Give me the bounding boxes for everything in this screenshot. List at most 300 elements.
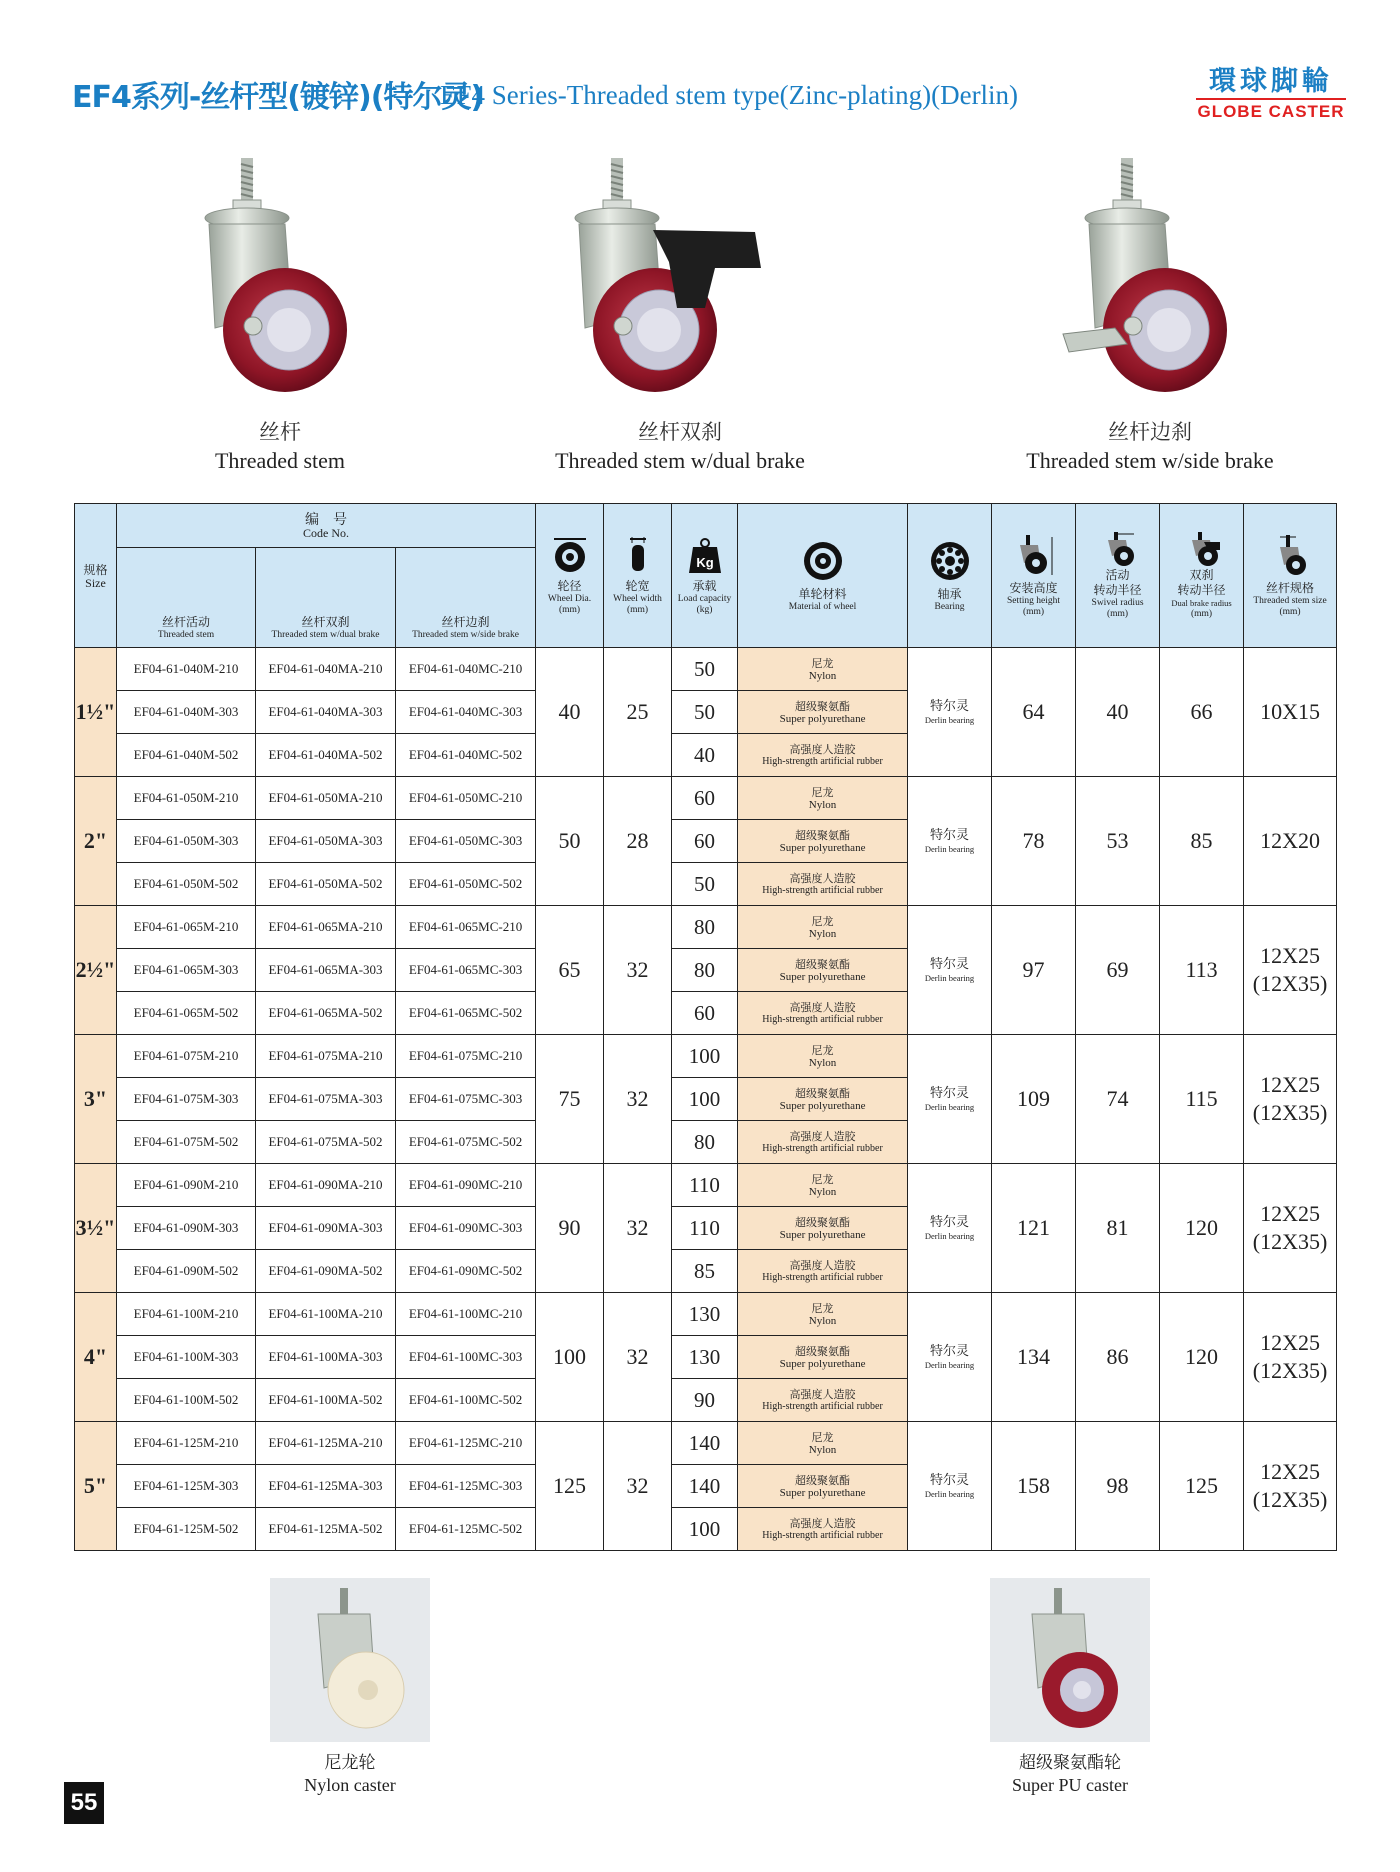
bearing-en: Derlin bearing xyxy=(924,1360,975,1370)
bearing-cn: 特尔灵 xyxy=(930,1215,970,1230)
dual-brake-radius-cell: 120 xyxy=(1160,1164,1244,1293)
product-caption-en: Threaded stem w/dual brake xyxy=(555,448,805,473)
load-cell: 60 xyxy=(672,777,738,820)
code-threaded-cell: EF04-61-125M-210 xyxy=(117,1422,256,1465)
material-cn: 尼龙 xyxy=(811,914,834,928)
material-cell xyxy=(738,1250,908,1293)
load-cell: 140 xyxy=(672,1422,738,1465)
material-en: Super polyurethane xyxy=(779,712,866,725)
wheel-dia-cell: 125 xyxy=(536,1422,604,1551)
material-cell xyxy=(738,691,908,734)
code-dual-brake-cell: EF04-61-125MA-502 xyxy=(256,1508,396,1551)
setting-height-header xyxy=(992,504,1076,648)
stem-size-alt: (12X35) xyxy=(1252,1100,1328,1125)
swivel-radius-cell: 98 xyxy=(1076,1422,1160,1551)
code-side-brake-cell: EF04-61-065MC-303 xyxy=(396,949,536,992)
stem-size-cell xyxy=(1244,1164,1337,1293)
page-title-cn: EF4系列-丝杆型(镀锌)(特尔灵) xyxy=(72,80,484,115)
stem-size-alt: (12X35) xyxy=(1252,1229,1328,1254)
code-side-brake-cell: EF04-61-050MC-502 xyxy=(396,863,536,906)
table-row xyxy=(75,1164,1337,1207)
code-threaded-cell: EF04-61-100M-303 xyxy=(117,1336,256,1379)
size-header xyxy=(75,504,117,648)
code-side-brake-cell: EF04-61-075MC-303 xyxy=(396,1078,536,1121)
material-en: Nylon xyxy=(808,1056,837,1069)
stem-size-alt: (12X35) xyxy=(1252,1358,1328,1383)
material-cell xyxy=(738,992,908,1035)
material-cn: 高强度人造胶 xyxy=(789,871,856,885)
nylon-caster-image xyxy=(270,1578,430,1738)
load-cell: 140 xyxy=(672,1465,738,1508)
setting-height-cell: 158 xyxy=(992,1422,1076,1551)
material-cn: 高强度人造胶 xyxy=(789,1000,856,1014)
code-threaded-cell: EF04-61-050M-303 xyxy=(117,820,256,863)
material-cell xyxy=(738,1422,908,1465)
wheel-width-en: Wheel width xyxy=(613,594,662,604)
threaded-code-en: Threaded stem xyxy=(157,630,215,640)
dual-code-cn: 丝杆双刹 xyxy=(301,615,350,629)
product-dual-brake xyxy=(520,138,840,474)
material-en: High-strength artificial rubber xyxy=(762,1271,883,1283)
nylon-caster-image-box xyxy=(270,1578,430,1742)
size-cell: 4" xyxy=(75,1293,117,1422)
page-title-en: EF4 Series-Threaded stem type(Zinc-plating)(Derlin) xyxy=(440,80,1019,110)
size-cell: 1½" xyxy=(75,648,117,777)
setting-height-cell: 109 xyxy=(992,1035,1076,1164)
dual-brake-radius-cell: 85 xyxy=(1160,777,1244,906)
bearing-cn: 特尔灵 xyxy=(930,1086,970,1101)
wheel-dia-cell: 50 xyxy=(536,777,604,906)
dual-brake-radius-cn: 双刹 xyxy=(1189,567,1214,582)
nylon-caster-thumb xyxy=(270,1578,430,1796)
wheel-dia-cell: 65 xyxy=(536,906,604,1035)
load-cell: 50 xyxy=(672,863,738,906)
swivel-radius-cn: 活动 xyxy=(1105,567,1130,582)
stem-size-cell xyxy=(1244,906,1337,1035)
side-code-en: Threaded stem w/side brake xyxy=(412,630,519,640)
wheel-material-icon xyxy=(801,539,845,583)
material-cn: 超级聚氨酯 xyxy=(795,828,851,842)
code-side-brake-cell: EF04-61-125MC-210 xyxy=(396,1422,536,1465)
bearing-cell xyxy=(908,906,992,1035)
material-cell xyxy=(738,1293,908,1336)
wheel-dia-icon xyxy=(550,535,590,575)
swivel-radius-en: Swivel radius xyxy=(1091,597,1144,608)
code-dual-brake-cell: EF04-61-050MA-210 xyxy=(256,777,396,820)
stem-size-cell xyxy=(1244,1035,1337,1164)
dual-code-en: Threaded stem w/dual brake xyxy=(271,630,380,640)
code-side-brake-cell: EF04-61-090MC-210 xyxy=(396,1164,536,1207)
code-threaded-cell: EF04-61-040M-303 xyxy=(117,691,256,734)
side-code-cn: 丝杆边刹 xyxy=(441,615,490,629)
table-row xyxy=(75,1035,1337,1078)
code-side-brake-cell: EF04-61-090MC-303 xyxy=(396,1207,536,1250)
code-dual-brake-cell: EF04-61-090MA-303 xyxy=(256,1207,396,1250)
material-en: High-strength artificial rubber xyxy=(762,1400,883,1412)
spec-table xyxy=(74,503,1337,1551)
stem-size-cell xyxy=(1244,1293,1337,1422)
wheel-width-cn: 轮宽 xyxy=(625,579,650,593)
dual-brake-radius-cell: 125 xyxy=(1160,1422,1244,1551)
code-dual-brake-cell: EF04-61-065MA-210 xyxy=(256,906,396,949)
material-en: Nylon xyxy=(808,1185,837,1198)
product-caption-cn: 丝杆双刹 xyxy=(638,420,722,444)
material-cell xyxy=(738,949,908,992)
bearing-cell xyxy=(908,1035,992,1164)
bearing-cell xyxy=(908,648,992,777)
super-pu-caster-thumb xyxy=(990,1578,1150,1796)
material-cell xyxy=(738,863,908,906)
dual-brake-radius-cell: 113 xyxy=(1160,906,1244,1035)
material-en: Material of wheel xyxy=(788,601,857,612)
material-en: High-strength artificial rubber xyxy=(762,884,883,896)
code-dual-brake-cell: EF04-61-090MA-502 xyxy=(256,1250,396,1293)
material-cell xyxy=(738,906,908,949)
wheel-dia-cell: 90 xyxy=(536,1164,604,1293)
wheel-dia-cn: 轮径 xyxy=(557,579,582,593)
product-caption-en: Threaded stem w/side brake xyxy=(1026,448,1274,473)
code-side-brake-cell: EF04-61-125MC-303 xyxy=(396,1465,536,1508)
dual-brake-radius-cell: 66 xyxy=(1160,648,1244,777)
setting-height-cn: 安装高度 xyxy=(1009,581,1058,595)
code-threaded-cell: EF04-61-125M-303 xyxy=(117,1465,256,1508)
wheel-dia-unit: (mm) xyxy=(558,605,581,615)
size-cell: 3" xyxy=(75,1035,117,1164)
bearing-cell xyxy=(908,1293,992,1422)
bearing-cell xyxy=(908,777,992,906)
bearing-cn: 特尔灵 xyxy=(930,699,970,714)
code-side-brake-cell: EF04-61-075MC-210 xyxy=(396,1035,536,1078)
wheel-width-cell: 25 xyxy=(604,648,672,777)
stem-size-cell xyxy=(1244,1422,1337,1551)
svg-text:Kg: Kg xyxy=(695,555,714,570)
load-cell: 110 xyxy=(672,1164,738,1207)
bearing-cell xyxy=(908,1164,992,1293)
load-cn: 承载 xyxy=(692,579,717,593)
swivel-radius-header xyxy=(1076,504,1160,648)
bearing-cn: 特尔灵 xyxy=(930,1473,970,1488)
wheel-dia-en: Wheel Dia. xyxy=(547,594,592,604)
load-cell: 40 xyxy=(672,734,738,777)
code-threaded-cell: EF04-61-075M-210 xyxy=(117,1035,256,1078)
wheel-width-cell: 32 xyxy=(604,1293,672,1422)
stem-size-icon xyxy=(1268,533,1312,577)
swivel-radius-cell: 40 xyxy=(1076,648,1160,777)
material-header xyxy=(738,504,908,648)
code-dual-brake-cell: EF04-61-040MA-210 xyxy=(256,648,396,691)
material-cell xyxy=(738,1336,908,1379)
setting-height-cell: 97 xyxy=(992,906,1076,1035)
material-cell xyxy=(738,648,908,691)
load-en: Load capacity xyxy=(677,594,732,604)
code-side-brake-cell: EF04-61-090MC-502 xyxy=(396,1250,536,1293)
dual-brake-radius-unit: (mm) xyxy=(1190,608,1213,619)
nylon-caster-cn: 尼龙轮 xyxy=(324,1753,376,1773)
code-side-brake-cell: EF04-61-065MC-502 xyxy=(396,992,536,1035)
material-cell xyxy=(738,1035,908,1078)
bearing-en: Derlin bearing xyxy=(924,1231,975,1241)
load-cell: 60 xyxy=(672,820,738,863)
code-threaded-cell: EF04-61-050M-502 xyxy=(117,863,256,906)
super-pu-caster-cn: 超级聚氨酯轮 xyxy=(1019,1753,1121,1773)
code-dual-brake-cell: EF04-61-075MA-502 xyxy=(256,1121,396,1164)
load-cell: 130 xyxy=(672,1293,738,1336)
size-header-en: Size xyxy=(85,575,106,590)
material-en: Super polyurethane xyxy=(779,1228,866,1241)
wheel-width-cell: 32 xyxy=(604,1164,672,1293)
material-cn: 超级聚氨酯 xyxy=(795,699,851,713)
material-cell xyxy=(738,777,908,820)
bearing-en: Derlin bearing xyxy=(924,715,975,725)
dual-code-header xyxy=(256,548,396,648)
stem-size-cell xyxy=(1244,777,1337,906)
size-header-cn: 规格 xyxy=(83,562,108,577)
wheel-width-unit: (mm) xyxy=(626,605,649,615)
code-dual-brake-cell: EF04-61-075MA-303 xyxy=(256,1078,396,1121)
stem-size-primary: 12X25 xyxy=(1260,1201,1320,1226)
wheel-width-cell: 32 xyxy=(604,906,672,1035)
code-dual-brake-cell: EF04-61-125MA-303 xyxy=(256,1465,396,1508)
code-dual-brake-cell: EF04-61-050MA-502 xyxy=(256,863,396,906)
code-threaded-cell: EF04-61-075M-303 xyxy=(117,1078,256,1121)
code-dual-brake-cell: EF04-61-065MA-303 xyxy=(256,949,396,992)
stem-size-cell xyxy=(1244,648,1337,777)
material-cn: 高强度人造胶 xyxy=(789,1387,856,1401)
material-en: High-strength artificial rubber xyxy=(762,755,883,767)
material-en: Nylon xyxy=(808,798,837,811)
wheel-width-cell: 32 xyxy=(604,1035,672,1164)
material-cn: 尼龙 xyxy=(811,1430,834,1444)
material-cell xyxy=(738,1207,908,1250)
code-side-brake-cell: EF04-61-065MC-210 xyxy=(396,906,536,949)
nylon-caster-en: Nylon caster xyxy=(304,1775,396,1795)
code-threaded-cell: EF04-61-065M-303 xyxy=(117,949,256,992)
stem-size-primary: 10X15 xyxy=(1260,699,1320,724)
code-threaded-cell: EF04-61-065M-210 xyxy=(117,906,256,949)
table-row xyxy=(75,777,1337,820)
code-threaded-cell: EF04-61-065M-502 xyxy=(117,992,256,1035)
logo-text-en: GLOBE CASTER xyxy=(1197,102,1345,121)
code-dual-brake-cell: EF04-61-065MA-502 xyxy=(256,992,396,1035)
super-pu-caster-image xyxy=(990,1578,1150,1738)
setting-height-icon xyxy=(1012,533,1056,577)
load-cell: 60 xyxy=(672,992,738,1035)
size-cell: 2½" xyxy=(75,906,117,1035)
setting-height-cell: 64 xyxy=(992,648,1076,777)
wheel-dia-cell: 100 xyxy=(536,1293,604,1422)
load-cell: 80 xyxy=(672,906,738,949)
weight-kg-icon xyxy=(685,535,725,575)
code-threaded-cell: EF04-61-040M-210 xyxy=(117,648,256,691)
dual-brake-radius-cn2: 转动半径 xyxy=(1177,582,1226,597)
swivel-radius-cell: 74 xyxy=(1076,1035,1160,1164)
load-cell: 130 xyxy=(672,1336,738,1379)
code-header xyxy=(117,504,536,548)
threaded-stem-caster-image xyxy=(195,138,365,408)
super-pu-caster-image-box xyxy=(990,1578,1150,1742)
bearing-en: Bearing xyxy=(934,601,965,612)
material-cell xyxy=(738,1379,908,1422)
material-en: Nylon xyxy=(808,1314,837,1327)
bearing-en: Derlin bearing xyxy=(924,1489,975,1499)
material-en: High-strength artificial rubber xyxy=(762,1013,883,1025)
stem-size-alt: (12X35) xyxy=(1252,971,1328,996)
dual-brake-radius-en: Dual brake radius xyxy=(1171,597,1232,608)
setting-height-unit: (mm) xyxy=(1022,607,1045,617)
stem-size-primary: 12X25 xyxy=(1260,943,1320,968)
code-side-brake-cell: EF04-61-100MC-303 xyxy=(396,1336,536,1379)
code-threaded-cell: EF04-61-050M-210 xyxy=(117,777,256,820)
material-cell xyxy=(738,820,908,863)
material-cn: 尼龙 xyxy=(811,1301,834,1315)
code-dual-brake-cell: EF04-61-040MA-303 xyxy=(256,691,396,734)
load-cell: 85 xyxy=(672,1250,738,1293)
load-cell: 90 xyxy=(672,1379,738,1422)
material-cn: 超级聚氨酯 xyxy=(795,957,851,971)
material-cell xyxy=(738,1078,908,1121)
material-cell xyxy=(738,1508,908,1551)
bearing-en: Derlin bearing xyxy=(924,844,975,854)
code-threaded-cell: EF04-61-100M-210 xyxy=(117,1293,256,1336)
material-cn: 尼龙 xyxy=(811,785,834,799)
material-en: Super polyurethane xyxy=(779,1357,866,1370)
size-cell: 5" xyxy=(75,1422,117,1551)
material-en: Super polyurethane xyxy=(779,970,866,983)
material-en: Nylon xyxy=(808,927,837,940)
dual-brake-radius-header xyxy=(1160,504,1244,648)
dual-brake-radius-cell: 120 xyxy=(1160,1293,1244,1422)
material-en: Nylon xyxy=(808,1443,837,1456)
swivel-radius-cell: 69 xyxy=(1076,906,1160,1035)
setting-height-cell: 78 xyxy=(992,777,1076,906)
threaded-code-cn: 丝杆活动 xyxy=(161,615,210,629)
page-number: 55 xyxy=(64,1782,104,1824)
load-header xyxy=(672,504,738,648)
swivel-radius-icon xyxy=(1096,532,1140,568)
bearing-cn: 特尔灵 xyxy=(930,1344,970,1359)
size-cell: 3½" xyxy=(75,1164,117,1293)
load-cell: 50 xyxy=(672,691,738,734)
material-cn: 超级聚氨酯 xyxy=(795,1344,851,1358)
code-dual-brake-cell: EF04-61-100MA-303 xyxy=(256,1336,396,1379)
material-en: High-strength artificial rubber xyxy=(762,1142,883,1154)
dual-brake-caster-image xyxy=(565,138,795,408)
setting-height-en: Setting height xyxy=(1007,596,1061,606)
material-cn: 高强度人造胶 xyxy=(789,742,856,756)
material-en: Super polyurethane xyxy=(779,841,866,854)
material-cn: 尼龙 xyxy=(811,1043,834,1057)
product-threaded-stem xyxy=(160,138,400,474)
dual-brake-radius-icon xyxy=(1180,532,1224,568)
code-header-cn: 编 号 xyxy=(305,511,348,528)
wheel-width-cell: 32 xyxy=(604,1422,672,1551)
setting-height-cell: 134 xyxy=(992,1293,1076,1422)
table-row xyxy=(75,906,1337,949)
stem-size-cn: 丝杆规格 xyxy=(1266,581,1315,595)
stem-size-en: Threaded stem size xyxy=(1253,596,1327,606)
bearing-cn: 特尔灵 xyxy=(930,957,970,972)
code-threaded-cell: EF04-61-090M-502 xyxy=(117,1250,256,1293)
product-caption-en: Threaded stem xyxy=(214,448,346,473)
material-cell xyxy=(738,1465,908,1508)
code-side-brake-cell: EF04-61-050MC-210 xyxy=(396,777,536,820)
bearing-cell xyxy=(908,1422,992,1551)
threaded-code-header xyxy=(117,548,256,648)
code-threaded-cell: EF04-61-075M-502 xyxy=(117,1121,256,1164)
swivel-radius-cell: 81 xyxy=(1076,1164,1160,1293)
bearing-en: Derlin bearing xyxy=(924,973,975,983)
stem-size-primary: 12X25 xyxy=(1260,1459,1320,1484)
load-cell: 100 xyxy=(672,1508,738,1551)
wheel-width-header xyxy=(604,504,672,648)
product-side-brake xyxy=(1000,138,1300,474)
load-unit: (kg) xyxy=(696,605,713,615)
size-cell: 2" xyxy=(75,777,117,906)
code-threaded-cell: EF04-61-040M-502 xyxy=(117,734,256,777)
stem-size-alt: (12X35) xyxy=(1252,1487,1328,1512)
super-pu-caster-en: Super PU caster xyxy=(1012,1775,1128,1795)
code-side-brake-cell: EF04-61-040MC-210 xyxy=(396,648,536,691)
wheel-dia-header xyxy=(536,504,604,648)
setting-height-cell: 121 xyxy=(992,1164,1076,1293)
bearing-header xyxy=(908,504,992,648)
swivel-radius-unit: (mm) xyxy=(1106,608,1129,619)
stem-size-primary: 12X25 xyxy=(1260,1330,1320,1355)
code-side-brake-cell: EF04-61-050MC-303 xyxy=(396,820,536,863)
code-dual-brake-cell: EF04-61-040MA-502 xyxy=(256,734,396,777)
wheel-dia-cell: 75 xyxy=(536,1035,604,1164)
load-cell: 110 xyxy=(672,1207,738,1250)
bearing-cn: 特尔灵 xyxy=(930,828,970,843)
code-side-brake-cell: EF04-61-100MC-210 xyxy=(396,1293,536,1336)
code-dual-brake-cell: EF04-61-100MA-502 xyxy=(256,1379,396,1422)
code-header-en: Code No. xyxy=(303,525,350,540)
table-row xyxy=(75,1293,1337,1336)
dual-brake-radius-cell: 115 xyxy=(1160,1035,1244,1164)
load-cell: 80 xyxy=(672,949,738,992)
code-dual-brake-cell: EF04-61-090MA-210 xyxy=(256,1164,396,1207)
material-cell xyxy=(738,1121,908,1164)
swivel-radius-cell: 53 xyxy=(1076,777,1160,906)
side-code-header xyxy=(396,548,536,648)
code-side-brake-cell: EF04-61-125MC-502 xyxy=(396,1508,536,1551)
material-cell xyxy=(738,1164,908,1207)
material-en: Nylon xyxy=(808,669,837,682)
product-caption-cn: 丝杆 xyxy=(259,420,301,444)
code-dual-brake-cell: EF04-61-075MA-210 xyxy=(256,1035,396,1078)
wheel-width-cell: 28 xyxy=(604,777,672,906)
load-cell: 100 xyxy=(672,1078,738,1121)
material-cn: 尼龙 xyxy=(811,1172,834,1186)
wheel-width-icon xyxy=(618,535,658,575)
table-row xyxy=(75,1422,1337,1465)
bearing-icon xyxy=(928,539,972,583)
product-caption-cn: 丝杆边刹 xyxy=(1108,420,1192,444)
material-en: Super polyurethane xyxy=(779,1486,866,1499)
side-brake-caster-image xyxy=(1055,138,1245,408)
code-side-brake-cell: EF04-61-075MC-502 xyxy=(396,1121,536,1164)
bearing-en: Derlin bearing xyxy=(924,1102,975,1112)
material-cell xyxy=(738,734,908,777)
material-cn: 单轮材料 xyxy=(798,586,847,601)
code-side-brake-cell: EF04-61-040MC-502 xyxy=(396,734,536,777)
code-dual-brake-cell: EF04-61-125MA-210 xyxy=(256,1422,396,1465)
stem-size-unit: (mm) xyxy=(1279,607,1301,617)
material-cn: 高强度人造胶 xyxy=(789,1516,856,1530)
code-dual-brake-cell: EF04-61-050MA-303 xyxy=(256,820,396,863)
code-dual-brake-cell: EF04-61-100MA-210 xyxy=(256,1293,396,1336)
spec-table-body xyxy=(75,648,1337,1551)
